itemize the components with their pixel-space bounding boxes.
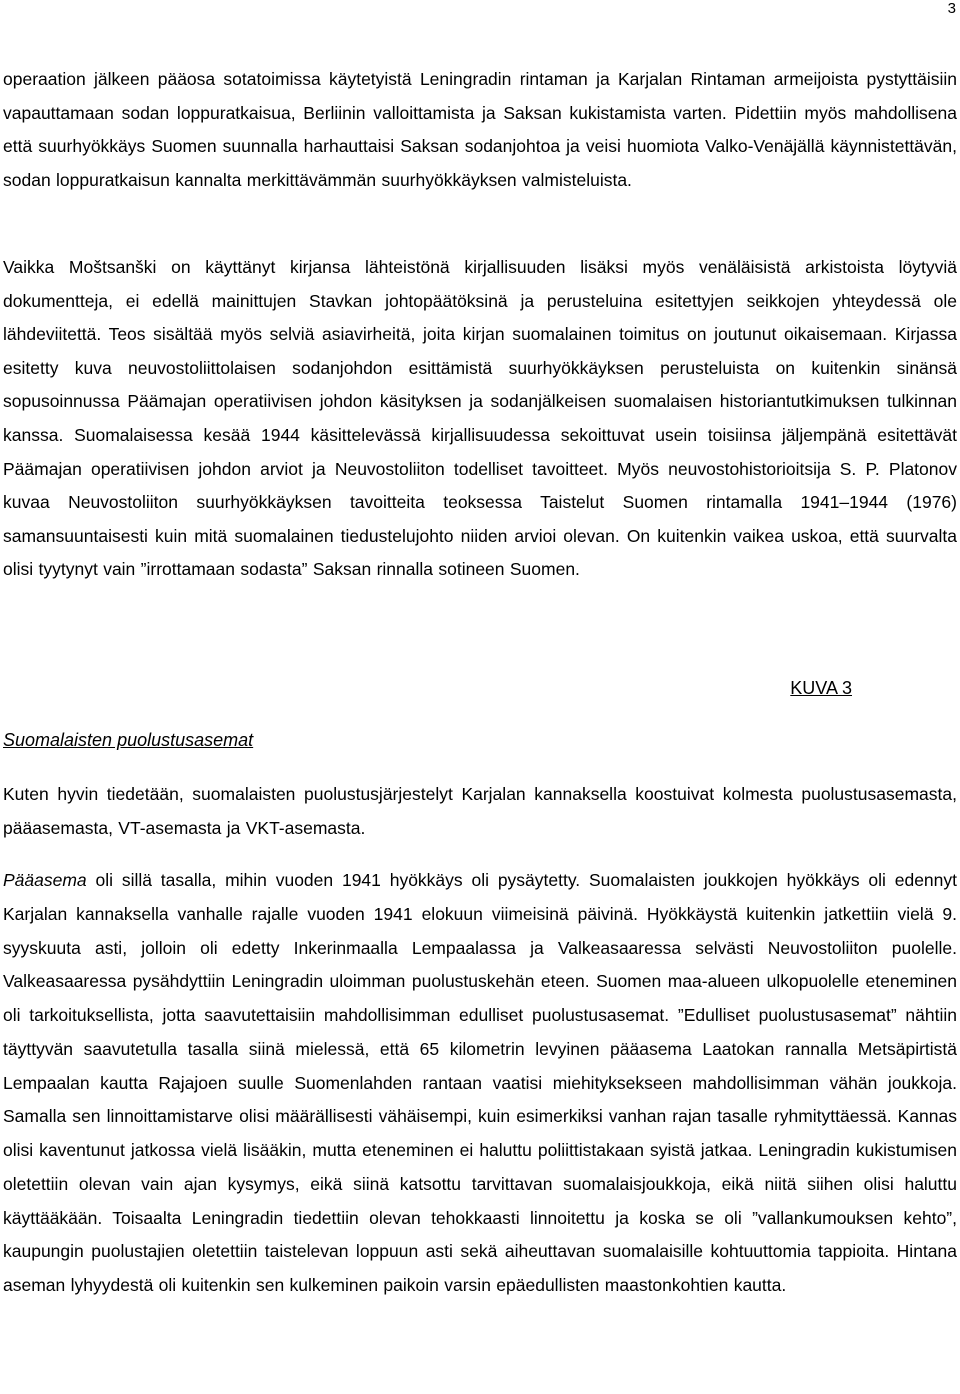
paragraph-1: operaation jälkeen pääosa sotatoimissa käytetyistä Leningradin rintaman ja Karjalan Rintaman armeijoista pystyttäisiin vapauttamaan sodan loppuratkaisua, Berliinin valloittamista ja Saksan kukistamista varten. Pidettiin myös mahdollisena että suurhyökkäys Suomen suunnalla harhauttaisi Saksan sodanjohtoa ja veisi huomiota Valko-Venäjällä käynnistettävän, sodan loppuratkaisun kannalta merkittävämmän suurhyökkäyksen valmisteluista. [3, 69, 957, 190]
paragraph-3: Kuten hyvin tiedetään, suomalaisten puolustusjärjestelyt Karjalan kannaksella koostuivat kolmesta puolustusasemasta, pääasemasta, VT-asemasta ja VKT-asemasta. [3, 784, 957, 838]
paragraph-4-lead-term: Pääasema [3, 870, 87, 890]
paragraph-2: Vaikka Moštsanški on käyttänyt kirjansa lähteistönä kirjallisuuden lisäksi myös venäläisistä arkistoista löytyviä dokumentteja, ei edellä mainittujen Stavkan johtopäätöksinä ja perusteluina esitettyjen seikkojen yhteydessä ole lähdeviitettä. Teos sisältää myös selviä asiavirheitä, joita kirjan suomalainen toimitus on joutunut oikaisemaan. Kirjassa esitetty kuva neuvostoliittolaisen sodanjohdon esittämistä suurhyökkäyksen perusteluista on kuitenkin sinänsä sopusoinnussa Päämajan operatiivisen johdon käsityksen ja sodanjälkeisen suomalaisen historiantutkimuksen tulkinnan kanssa. Suomalaisessa kesää 1944 käsittelevässä kirjallisuudessa sekoittuvat usein toisiinsa jäljempänä esitettävät Päämajan operatiivisen johdon arviot ja Neuvostoliiton todelliset tavoitteet. Myös neuvostohistorioitsija S. P. Platonov kuvaa Neuvostoliiton suurhyökkäyksen tavoitteita teoksessa Taistelut Suomen rintamalla 1941–1944 (1976) samansuuntaisesti kuin mitä suomalainen tiedustelujohto niiden arvioi olevan. On kuitenkin vaikea uskoa, että suurvalta olisi tyytynyt vain ”irrottamaan sodasta” Saksan rinnalla sotineen Suomen. [3, 257, 957, 580]
section-heading: Suomalaisten puolustusasemat [3, 730, 254, 750]
paragraph-4 [3, 864, 957, 1303]
figure-reference: KUVA 3 [790, 678, 852, 698]
paragraph-4-body: oli sillä tasalla, mihin vuoden 1941 hyökkäys oli pysäytetty. Suomalaisten joukkojen hyökkäys oli edennyt Karjalan kannaksella vanhalle rajalle vuoden 1941 elokuun viimeisinä päivinä. Hyökkäystä kuitenkin jatkettiin vielä 9. syyskuuta asti, jolloin oli edetty Inkerinmaalla Lempaalassa ja Valkeasaaressa selvästi Neuvostoliiton puolelle. Valkeasaaressa pysähdyttiin Leningradin uloimman puolustuskehän eteen. Suomen maa-alueen ulkopuolelle eteneminen oli tarkoituksellista, jotta saavutettaisiin mahdollisimman edulliset puolustusasemat. ”Edulliset puolustusasemat” nähtiin täyttyvän saavutetulla tasalla siinä mielessä, että 65 kilometrin levyinen pääasema Laatokan rannalla Metsäpirtistä Lempaalan kautta Rajajoen suulle Suomenlahden rantaan vaatisi miehityksekseen mahdollisimman vähän joukkoja. Samalla sen linnoittamistarve olisi määrällisesti vähäisempi, kuin esimerkiksi vanhan rajan tasalle ryhmityttäessä. Kannas olisi kaventunut jatkossa vielä lisääkin, mutta eteneminen ei haluttu poliittistakaan syistä jatkaa. Leningradin kukistumisen oletettiin olevan vain ajan kysymys, eikä siinä katsottu tarvittavan suomalaisjoukkoja, eikä niitä siihen olisi haluttu käyttääkään. Toisaalta Leningradin tiedettiin olevan tehokkaasti linnoitettu ja koska se oli ”vallankumouksen kehto”, kaupungin puolustajien oletettiin taistelevan loppuun asti sekä aiheuttavan suomalaisille kohtuuttomia tappioita. Hintana aseman lyhyydestä oli kuitenkin sen kulkeminen paikoin varsin epäedullisten maastonkohtien kautta. [3, 870, 957, 1295]
page-number: 3 [947, 0, 956, 17]
